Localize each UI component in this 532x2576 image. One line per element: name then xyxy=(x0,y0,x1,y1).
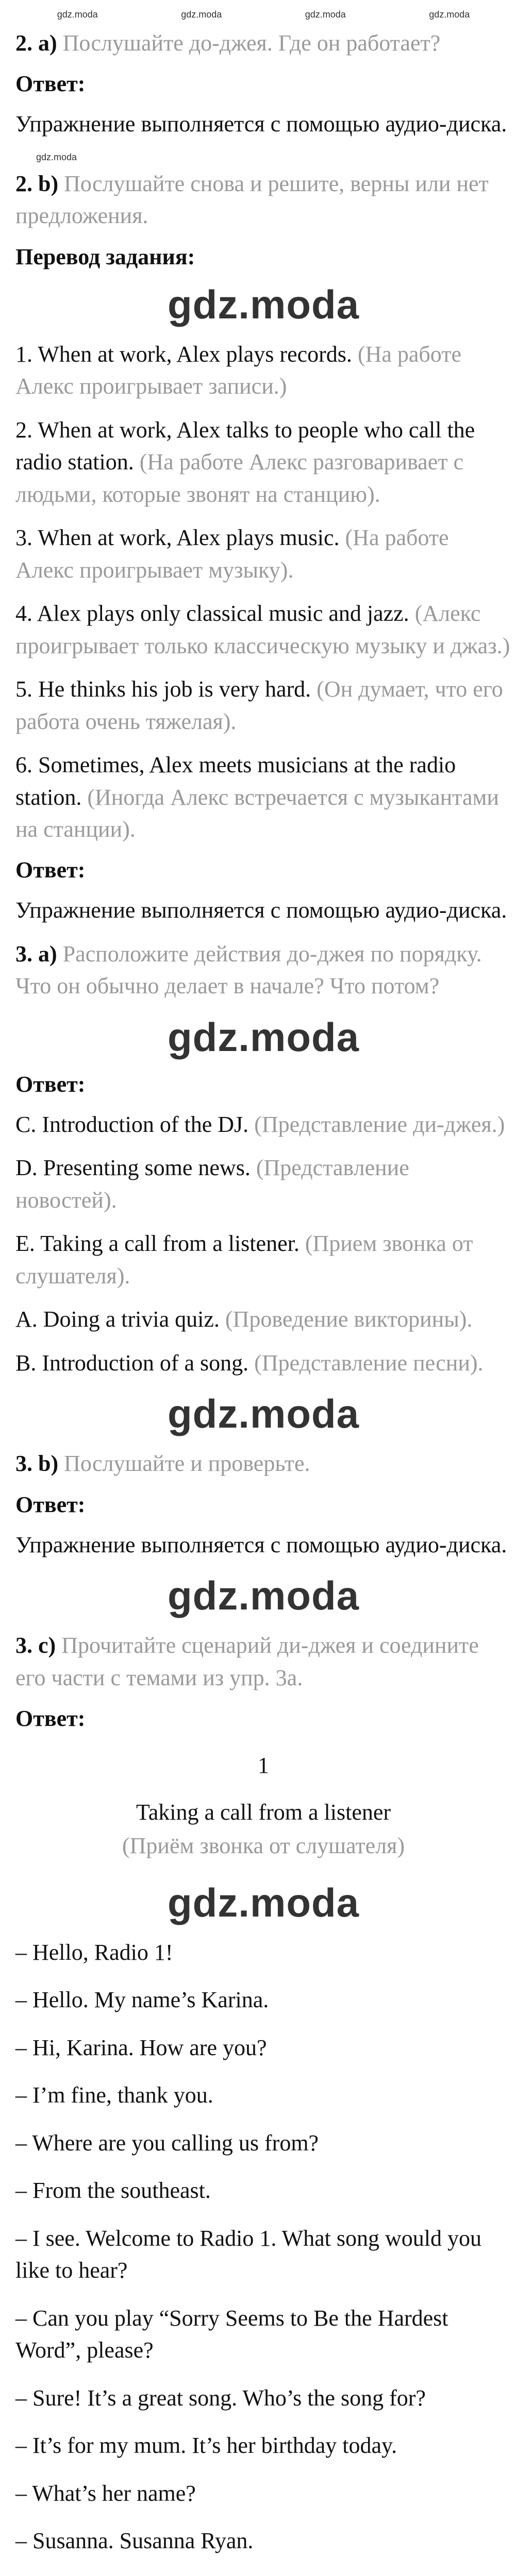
part1-title: Taking a call from a listener xyxy=(136,1800,391,1825)
ex3b-task xyxy=(15,1448,511,1480)
ex2b-answer: Упражнение выполняется с помощью аудио-диска. xyxy=(15,897,507,923)
watermark-small: gdz.moda xyxy=(429,9,470,20)
ex3a-task xyxy=(15,938,511,1003)
ex2b-question: Послушайте снова и решите, верны или нет предложения. xyxy=(15,171,489,229)
ex3a-item xyxy=(15,1152,511,1216)
part1-subtitle: (Приём звонка от слушателя) xyxy=(122,1833,405,1858)
ex2b-item xyxy=(15,673,511,738)
watermark-small: gdz.moda xyxy=(57,9,98,20)
watermark: gdz.moda xyxy=(168,281,359,327)
ex3b-answer: Упражнение выполняется с помощью аудио-диска. xyxy=(15,1532,507,1557)
ex2b-translation-label: Перевод задания: xyxy=(15,244,195,269)
watermark-row xyxy=(15,9,511,20)
item-en: 4. Alex plays only classical music and jazz. xyxy=(15,601,409,626)
ex3a-item xyxy=(15,1347,511,1379)
watermark: gdz.moda xyxy=(168,1014,359,1060)
ex2b-item xyxy=(15,749,511,845)
item-ru: (Прием звонка от слушателя). xyxy=(15,1231,473,1289)
item-en: 5. He thinks his job is very hard. xyxy=(15,676,311,702)
dialog-line-en: – Where are you calling us from? xyxy=(15,2130,319,2156)
dialog-line-en: – From the southeast. xyxy=(15,2178,211,2204)
item-ru: (Алекс проигрывает только классическую музыку и джаз.) xyxy=(15,601,510,658)
ex3b-question: Послушайте и проверьте. xyxy=(64,1451,310,1477)
item-en: 2. When at work, Alex talks to people who call the radio station. xyxy=(15,417,475,475)
watermark-small: gdz.moda xyxy=(36,151,77,162)
ex2a-task xyxy=(15,27,511,59)
item-en: D. Presenting some news. xyxy=(15,1155,251,1181)
item-ru: (Он думает, что его работа очень тяжелая). xyxy=(15,676,503,734)
ex3c-label: 3. c) xyxy=(15,1633,56,1658)
item-en: E. Taking a call from a listener. xyxy=(15,1231,300,1257)
dialog-line-en: – Hello, Radio 1! xyxy=(15,1940,173,1965)
ex3a-label: 3. a) xyxy=(15,941,57,967)
item-en: 1. When at work, Alex plays records. xyxy=(15,341,352,367)
item-en: C. Introduction of the DJ. xyxy=(15,1111,249,1137)
item-en: B. Introduction of a song. xyxy=(15,1350,249,1376)
dialog-line-en: – What’s her name? xyxy=(15,2480,196,2506)
ex2a-answer-label: Ответ: xyxy=(15,71,86,97)
watermark: gdz.moda xyxy=(168,1880,359,1925)
dialog-line-en xyxy=(15,2573,511,2576)
ex2b-task xyxy=(15,168,511,232)
watermark: gdz.moda xyxy=(168,1573,359,1619)
item-ru: (На работе Алекс проигрывает музыку). xyxy=(15,525,449,583)
ex2b-label: 2. b) xyxy=(15,171,59,196)
ex3c-task xyxy=(15,1630,511,1694)
dialog-line-en: – Hi, Karina. How are you? xyxy=(15,2035,267,2060)
ex3a-item xyxy=(15,1303,511,1335)
ex3a-answer-label: Ответ: xyxy=(15,1071,86,1097)
ex2b-item xyxy=(15,414,511,511)
ex3c-answer-label: Ответ: xyxy=(15,1706,86,1731)
ex2b-item xyxy=(15,338,511,403)
ex3b-answer-label: Ответ: xyxy=(15,1492,86,1517)
item-ru: (Представление ди-джея.) xyxy=(254,1111,505,1137)
dialog-line-en: – Susanna. Susanna Ryan. xyxy=(15,2528,254,2554)
ex2a-answer: Упражнение выполняется с помощью аудио-диска. xyxy=(15,111,507,137)
ex2a-label: 2. a) xyxy=(15,30,57,56)
item-ru: (На работе Алекс разговаривает с людьми, которые звонят на станцию). xyxy=(15,449,464,507)
part1-number: 1 xyxy=(258,1753,269,1778)
item-ru: (Представление новостей). xyxy=(15,1155,409,1213)
ex2b-item xyxy=(15,522,511,586)
ex3c-question: Прочитайте сценарий ди-джея и соедините его части с темами из упр. 3a. xyxy=(15,1633,479,1690)
dialog-line-en: – Sure! It’s a great song. Who’s the song for? xyxy=(15,2385,426,2411)
item-en: 6. Sometimes, Alex meets musicians at the radio station. xyxy=(15,752,456,810)
item-ru: (На работе Алекс проигрывает записи.) xyxy=(15,341,461,399)
dialog-line-en: – It’s for my mum. It’s her birthday today. xyxy=(15,2433,397,2459)
dialog-line-en: – Can you play “Sorry Seems to Be the Hardest Word”, please? xyxy=(15,2305,448,2363)
ex3a-question: Расположите действия до-джея по порядку. Что он обычно делает в начале? Что потом? xyxy=(15,941,482,999)
item-ru: (Проведение викторины). xyxy=(225,1307,473,1332)
ex3a-item xyxy=(15,1109,511,1141)
dialog-line-en: – I’m fine, thank you. xyxy=(15,2082,213,2108)
ex3a-item xyxy=(15,1228,511,1292)
ex2a-question: Послушайте до-джея. Где он работает? xyxy=(62,30,441,56)
item-en: A. Doing a trivia quiz. xyxy=(15,1307,220,1332)
watermark-small: gdz.moda xyxy=(305,9,346,20)
item-ru: (Представление песни). xyxy=(254,1350,484,1376)
dialog-line-en: – Hello. My name’s Karina. xyxy=(15,1987,269,2013)
ex2b-answer-label: Ответ: xyxy=(15,857,86,883)
ex3b-label: 3. b) xyxy=(15,1451,59,1477)
dialog-line-en: – I see. Welcome to Radio 1. What song would you like to hear? xyxy=(15,2225,482,2283)
ex2b-item xyxy=(15,598,511,662)
watermark: gdz.moda xyxy=(168,1391,359,1437)
watermark-small: gdz.moda xyxy=(181,9,222,20)
item-en: 3. When at work, Alex plays music. xyxy=(15,525,340,551)
item-ru: (Иногда Алекс встречается с музыкантами на станции). xyxy=(15,784,499,842)
